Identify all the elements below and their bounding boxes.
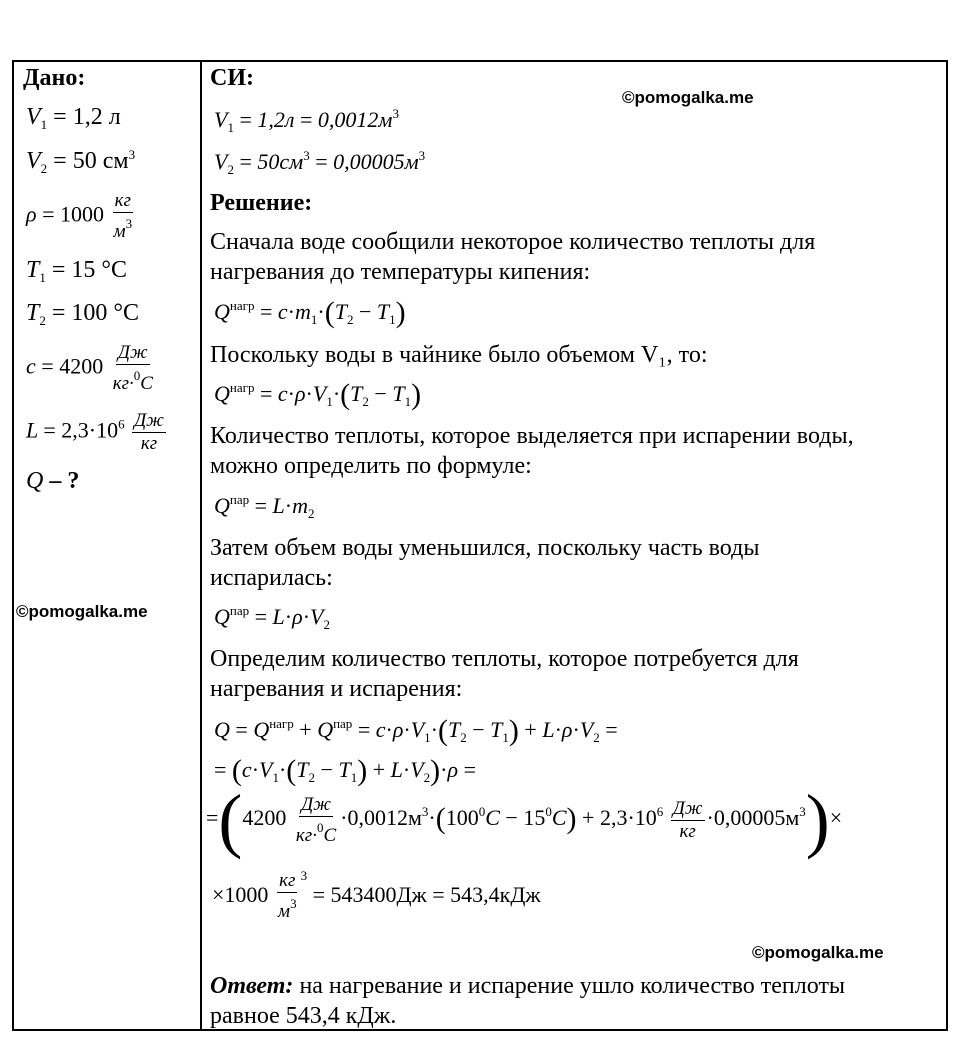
given-question: Q – ? — [26, 468, 80, 494]
watermark: ©pomogalka.me — [16, 602, 148, 621]
solution-text: Количество теплоты, которое выделяется при испарении воды, — [210, 423, 854, 449]
formula-substitution: =(4200 $\frac{Дж}{кг\cdot^0C}$ $\cdot 0,0012м^3\cdot(100^0C - 15^0C) + 2,3\cdot 10^6$ $\frac{Дж}{кг}$ $\cdot 0,00005м^3)\times$ — [206, 780, 843, 860]
solution-text: нагревания до температуры кипения: — [210, 259, 591, 285]
solution-text: Затем объем воды уменьшился, поскольку часть воды — [210, 535, 760, 561]
answer-text: равное 543,4 кДж. — [210, 1003, 397, 1029]
watermark: ©pomogalka.me — [622, 88, 754, 107]
solution-title: Решение: — [210, 190, 313, 216]
answer-line — [210, 971, 845, 1001]
formula-total: $Q = Q^{нагр} + Q^{пар} = c\cdot\rho\cdot V_1\cdot(T_2 - T_1) + L\cdot\rho\cdot V_2$ = — [214, 714, 618, 747]
solution-text: можно определить по формуле: — [210, 453, 532, 479]
given-t2: $T_2 = 100$ °C — [26, 300, 140, 328]
formula-heating-volume: $Q^{нагр} = c\cdot\rho\cdot V_1\cdot(T_2 - T_1)$ — [214, 378, 422, 411]
given-L: $L = 2,3\cdot 10^6$ $\frac{Дж}{кг}$ — [26, 410, 164, 454]
watermark: ©pomogalka.me — [752, 943, 884, 962]
given-title: Дано: — [23, 65, 86, 91]
si-title: СИ: — [210, 65, 254, 91]
formula-vapor: $Q^{пар} = L\cdot m_2$ — [214, 492, 315, 521]
formula-result: ×1000 $\frac{кг}{м^3}$ $^3$ = 543400Дж = 543,4кДж — [212, 868, 541, 923]
answer-text: на нагревание и испарение ушло количество теплоты — [299, 973, 846, 999]
given-c: c = 4200 $\frac{Дж}{кг\cdot^0C}$ — [26, 342, 153, 394]
si-v1: $V_1 = 1,2л = 0,0012м^3$ — [214, 106, 399, 135]
solution-text: Сначала воде сообщили некоторое количество теплоты для — [210, 229, 816, 255]
formula-total-factored: = $(c\cdot V_1\cdot(T_2 - T_1) + L\cdot V_2)\cdot\rho$ = — [214, 754, 476, 787]
solution-text: испарилась: — [210, 565, 333, 591]
solution-text: нагревания и испарения: — [210, 676, 463, 702]
solution-text: Определим количество теплоты, которое потребуется для — [210, 646, 799, 672]
given-v2: $V_2 = 50$ $см^3$ — [26, 147, 136, 176]
given-rho: ρ = 1000 $\frac{кг}{м^3}$ — [26, 190, 133, 242]
formula-heating: $Q^{нагр} = c\cdot m_1\cdot(T_2 - T_1)$ — [214, 296, 406, 329]
solution-text: Поскольку воды в чайнике было объемом V₁, то: — [210, 342, 708, 368]
given-v1: $V_1 = 1,2$ л — [26, 104, 121, 132]
si-v2: $V_2 = 50см^3 = 0,00005м^3$ — [214, 148, 426, 177]
given-t1: $T_1 = 15$ °C — [26, 257, 128, 285]
column-divider — [200, 60, 202, 1031]
formula-vapor-volume: $Q^{пар} = L\cdot\rho\cdot V_2$ — [214, 603, 330, 632]
answer-label: Ответ: — [210, 973, 294, 999]
